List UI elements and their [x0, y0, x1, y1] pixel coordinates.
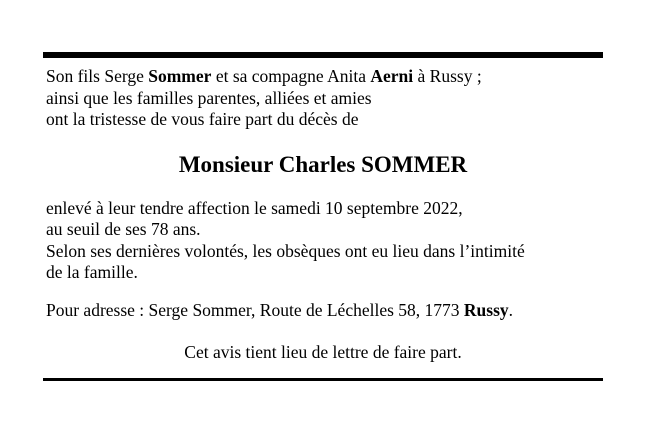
address-text: Pour adresse : Serge Sommer, Route de Léchelles 58, 1773 [46, 299, 464, 320]
intro-line1-before: Son fils Serge [46, 66, 149, 86]
address-end: . [508, 299, 514, 320]
body-line3: Selon ses dernières volontés, les obsèques ont eu lieu dans l’intimité [46, 240, 525, 261]
death-notice [43, 52, 603, 364]
intro-son-surname: Sommer [148, 66, 212, 86]
body-paragraph [43, 198, 603, 284]
body-line1: enlevé à leur tendre affection le samedi 10 septembre 2022, [46, 197, 463, 218]
intro-line3: ont la tristesse de vous faire part du décès de [46, 109, 359, 129]
body-line4: de la famille. [46, 262, 138, 282]
bottom-rule [43, 378, 603, 381]
top-rule [43, 52, 603, 58]
intro-paragraph [43, 66, 603, 131]
address-locality: Russy [463, 299, 509, 320]
closing-line: Cet avis tient lieu de lettre de faire part. [184, 342, 462, 362]
address-paragraph [43, 300, 603, 322]
intro-line1-after: à Russy ; [413, 66, 482, 86]
deceased-name: Monsieur Charles SOMMER [178, 151, 468, 177]
intro-line1-middle: et sa compagne Anita [211, 66, 371, 86]
intro-partner-surname: Aerni [370, 66, 414, 86]
intro-line2: ainsi que les familles parentes, alliées et amies [46, 87, 372, 108]
body-line2: au seuil de ses 78 ans. [46, 219, 201, 239]
